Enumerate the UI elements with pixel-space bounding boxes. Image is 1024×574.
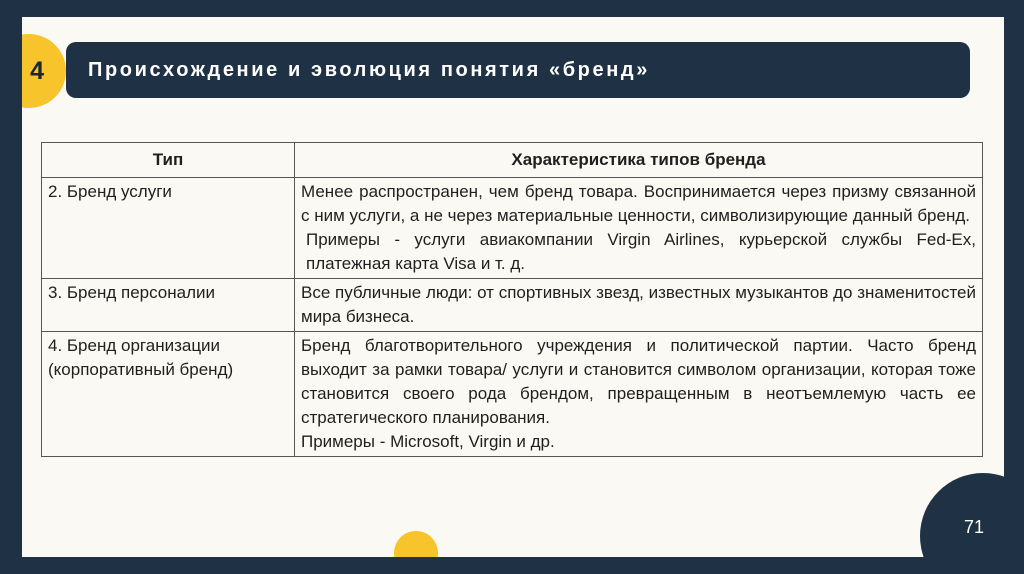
row-type: 3. Бренд персоналии <box>42 279 295 332</box>
header-characteristic: Характеристика типов бренда <box>295 143 983 178</box>
row-description <box>295 332 983 457</box>
header-type: Тип <box>42 143 295 178</box>
description-text: Менее распространен, чем бренд товара. Воспринимается через призму связанной с ним услуги, а не через материальные ценности, символизирующие данный бренд. <box>301 182 976 225</box>
slide <box>22 17 1004 557</box>
table-row <box>42 178 983 279</box>
examples-text: Примеры - Microsoft, Virgin и др. <box>301 432 555 451</box>
table-header-row <box>42 143 983 178</box>
examples-text: Примеры - услуги авиакомпании Virgin Airlines, курьерской службы Fed-Ex, платежная карта Visa и т. д. <box>306 230 976 273</box>
row-description <box>295 279 983 332</box>
decorative-navy-circle <box>920 473 1004 557</box>
page-number: 71 <box>963 517 984 537</box>
description-text: Бренд благотворительного учреждения и политической партии. Часто бренд выходит за рамки товара/ услуги и становится символом организации, которая тоже становится своего рода брендом, превращенным в неотъемлемую часть ее стратегического планирования. <box>301 336 976 427</box>
row-description <box>295 178 983 279</box>
table-row <box>42 332 983 457</box>
brand-types-table <box>41 142 983 457</box>
decorative-yellow-circle <box>394 531 438 557</box>
table-row <box>42 279 983 332</box>
row-type: 4. Бренд организации (корпоративный бренд) <box>42 332 295 457</box>
title-bar <box>66 42 970 98</box>
slide-number-badge: 4 <box>22 34 66 108</box>
description-text: Все публичные люди: от спортивных звезд, известных музыкантов до знаменитостей мира бизнеса. <box>301 283 976 326</box>
page-title: Происхождение и эволюция понятия «бренд» <box>88 58 650 81</box>
row-type: 2. Бренд услуги <box>42 178 295 279</box>
